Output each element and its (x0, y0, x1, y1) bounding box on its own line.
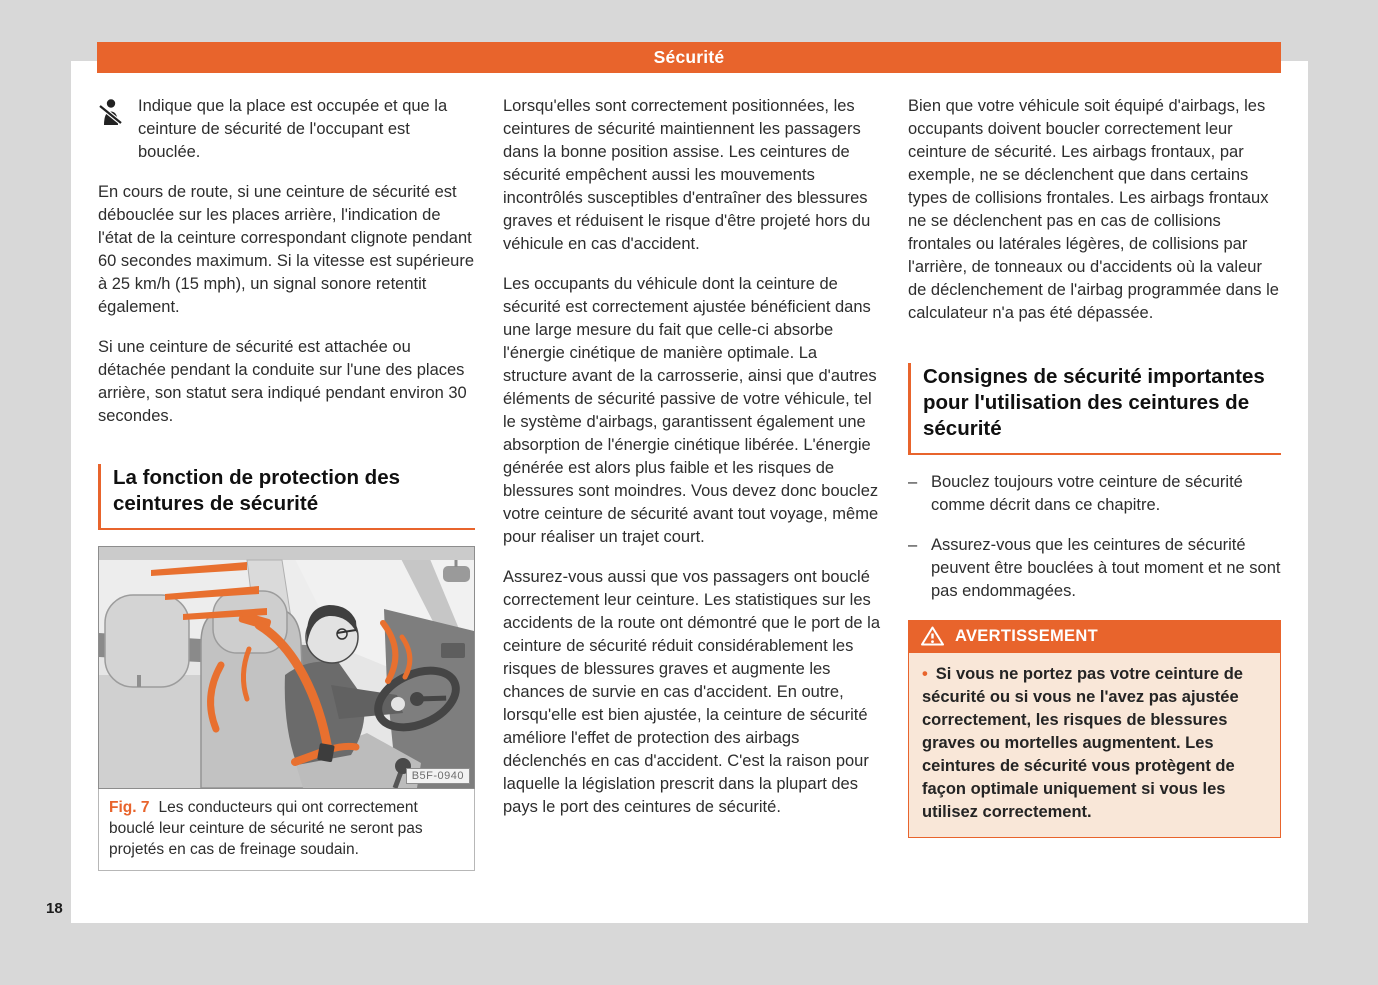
paragraph: Si une ceinture de sécurité est attachée ou détachée pendant la conduite sur l'une des places arrière, son statut sera indiqué pendant environ 30 secondes. (98, 338, 467, 425)
paragraph: En cours de route, si une ceinture de sécurité est débouclée sur les places arrière, l'indication de l'état de la ceinture correspondant clignote pendant 60 secondes maximum. Si la vitesse est supérieure à 25 km/h (15 mph), un signal sonore retentit également. (98, 183, 475, 316)
list-item-text: Bouclez toujours votre ceinture de sécurité comme décrit dans ce chapitre. (931, 473, 1243, 514)
list-item (908, 471, 1281, 517)
page-number: 18 (46, 900, 63, 917)
warning-box (908, 620, 1281, 838)
list-item-text: Assurez-vous que les ceintures de sécurité peuvent être bouclées à tout moment et ne sont pas endommagées. (931, 536, 1281, 600)
section-heading-belt-protection: La fonction de protection des ceintures de sécurité (98, 464, 475, 530)
section-heading-belt-safety-instructions: Consignes de sécurité importantes pour l'utilisation des ceintures de sécurité (908, 363, 1281, 455)
bullet-marker: • (922, 665, 928, 683)
figure-caption-text: Les conducteurs qui ont correctement bouclé leur ceinture de sécurité ne seront pas projetés en cas de freinage soudain. (109, 799, 423, 858)
chapter-header-bar (97, 42, 1281, 73)
driver-seatbelt-illustration-graphic (99, 547, 474, 788)
list-item (908, 534, 1281, 603)
warning-text: Si vous ne portez pas votre ceinture de sécurité ou si vous ne l'avez pas ajustée correctement, les risques de blessures graves ou mortelles augmentent. Les ceintures de sécurité vous protègent de façon optimale uniquement si vous les utilisez correctement. (922, 665, 1243, 821)
column-1 (98, 95, 475, 871)
warning-body (908, 653, 1281, 838)
warning-title: AVERTISSEMENT (955, 626, 1098, 645)
seat-belt-reminder-icon (98, 95, 138, 164)
warning-header (908, 620, 1281, 653)
paragraph: Les occupants du véhicule dont la ceinture de sécurité est correctement ajustée bénéficient dans une large mesure du fait que celle-ci absorbe l'énergie cinétique de manière optimale. La structure avant de la carrosserie, ainsi que d'autres éléments de sécurité passive de votre véhicule, tel le système d'airbags, garantissent également une absorption de l'énergie cinétique libérée. L'énergie générée est alors plus faible et les risques de blessures sont moindres. Vous devez donc bouclez votre ceinture de sécurité avant tout voyage, même pour réaliser un trajet court. (503, 275, 879, 546)
dash-marker: – (908, 473, 918, 491)
figure-7-caption (98, 789, 475, 871)
belt-status-legend-text: Indique que la place est occupée et que la ceinture de sécurité de l'occupant est bouclée. (138, 97, 448, 161)
dash-marker: – (908, 536, 918, 554)
column-2 (503, 95, 881, 836)
paragraph: Lorsqu'elles sont correctement positionnées, les ceintures de sécurité maintiennent les passagers dans la bonne position assise. Les ceintures de sécurité empêchent aussi les mouvements incontrôlés susceptibles d'entraîner des blessures graves et réduisent le risque d'être projeté hors du véhicule en cas d'accident. (503, 97, 871, 253)
figure-label: Fig. 7 (109, 799, 150, 816)
paragraph: Bien que votre véhicule soit équipé d'airbags, les occupants doivent boucler correctement leur ceinture de sécurité. Les airbags frontaux, par exemple, ne se déclenchent que dans certains types de collisions frontales. Les airbags frontaux ne se déclenchent pas en cas de collisions frontales ou latérales légères, de collisions par l'arrière, de tonneaux ou d'accidents où la valeur de déclenchement de l'airbag programmée dans le calculateur n'a pas été dépassée. (908, 97, 1279, 322)
belt-status-legend-item (98, 95, 475, 164)
figure-image-code: B5F-0940 (406, 768, 470, 784)
column-3 (908, 95, 1281, 838)
figure-7-illustration (98, 546, 475, 789)
chapter-title: Sécurité (653, 47, 725, 67)
warning-triangle-icon (920, 625, 945, 647)
paragraph: Assurez-vous aussi que vos passagers ont bouclé correctement leur ceinture. Les statistiques sur les accidents de la route ont démontré que le port de la ceinture de sécurité réduit considérablement les risques de blessures graves et augmente les chances de survie en cas d'accident. En outre, lorsqu'elle est bien ajustée, la ceinture de sécurité améliore l'effet de protection des airbags déclenchés en cas d'accident. C'est la raison pour laquelle la législation prescrit dans la plupart des pays le port des ceintures de sécurité. (503, 568, 880, 816)
